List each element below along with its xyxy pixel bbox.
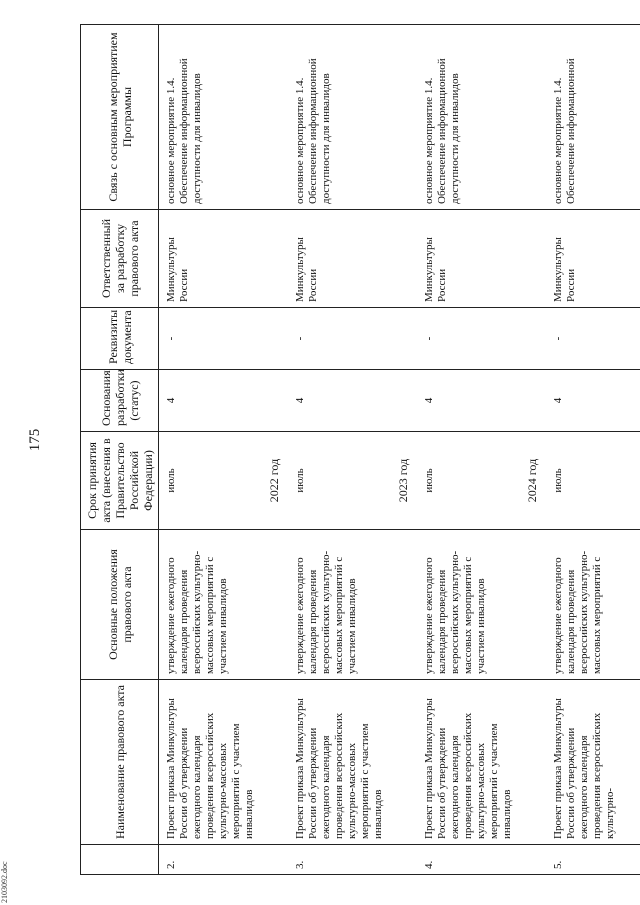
row-name: Проект приказа Минкультуры России об утверждении ежегодного календаря проведения всероссийских культурно-массовых мероприятий с участием инвалидов [288, 680, 391, 845]
row-responsible: Минкультуры России [159, 210, 263, 308]
year-row [262, 25, 288, 875]
table-row [417, 25, 520, 875]
row-details: - [288, 308, 391, 370]
page-number: 175 [27, 428, 43, 452]
table-row [288, 25, 391, 875]
legal-acts-table [80, 24, 640, 875]
header-number [81, 845, 159, 875]
row-provisions: утверждение ежегодного календаря проведения всероссийских культурно-массовых мероприятий с [546, 530, 640, 680]
header-provisions: Основные положения правового акта [81, 530, 159, 680]
row-details: - [159, 308, 263, 370]
header-responsible: Ответственный за разработку правового акта [81, 210, 159, 308]
row-number: 4. [417, 845, 520, 875]
row-deadline: июль [546, 432, 640, 530]
table-row [546, 25, 640, 875]
year-label: 2023 год [391, 432, 417, 530]
row-link: основное мероприятие 1.4. Обеспечение информационной доступности для инвалидов [288, 25, 391, 210]
year-row [520, 25, 546, 875]
row-provisions: утверждение ежегодного календаря проведения всероссийских культурно-массовых мероприятий с участием инвалидов [288, 530, 391, 680]
row-link: основное мероприятие 1.4. Обеспечение информационной доступности для инвалидов [159, 25, 263, 210]
file-code: 2103092.doc [0, 861, 9, 903]
row-details: - [417, 308, 520, 370]
row-deadline: июль [288, 432, 391, 530]
row-provisions: утверждение ежегодного календаря проведения всероссийских культурно-массовых мероприятий с участием инвалидов [417, 530, 520, 680]
row-name: Проект приказа Минкультуры России об утверждении ежегодного календаря проведения всероссийских культурно-массовых мероприятий с участием инвалидов [417, 680, 520, 845]
header-basis: Основания разработки (статус) [81, 370, 159, 432]
header-link: Связь с основным мероприятием Программы [81, 25, 159, 210]
row-provisions: утверждение ежегодного календаря проведения всероссийских культурно-массовых мероприятий с участием инвалидов [159, 530, 263, 680]
table-header-row [81, 25, 159, 875]
row-link: основное мероприятие 1.4. Обеспечение информационной доступности для инвалидов [417, 25, 520, 210]
row-name: Проект приказа Минкультуры России об утверждении ежегодного календаря проведения всероссийских культурно-массовых мероприятий с участием инвалидов [159, 680, 263, 845]
row-number: 2. [159, 845, 263, 875]
row-deadline: июль [159, 432, 263, 530]
row-basis: 4 [417, 370, 520, 432]
header-details: Реквизиты документа [81, 308, 159, 370]
row-basis: 4 [546, 370, 640, 432]
header-deadline: Срок принятия акта (внесения в Правительство Российской Федерации) [81, 432, 159, 530]
row-number: 5. [546, 845, 640, 875]
row-responsible: Минкультуры России [417, 210, 520, 308]
row-name: Проект приказа Минкультуры России об утверждении ежегодного календаря проведения всероссийских культурно- [546, 680, 640, 845]
row-basis: 4 [159, 370, 263, 432]
row-details: - [546, 308, 640, 370]
header-name: Наименование правового акта [81, 680, 159, 845]
year-row [391, 25, 417, 875]
row-number: 3. [288, 845, 391, 875]
year-label: 2024 год [520, 432, 546, 530]
year-label: 2022 год [262, 432, 288, 530]
row-responsible: Минкультуры России [288, 210, 391, 308]
row-link: основное мероприятие 1.4. Обеспечение информационной [546, 25, 640, 210]
row-deadline: июль [417, 432, 520, 530]
row-responsible: Минкультуры России [546, 210, 640, 308]
table-row [159, 25, 263, 875]
row-basis: 4 [288, 370, 391, 432]
